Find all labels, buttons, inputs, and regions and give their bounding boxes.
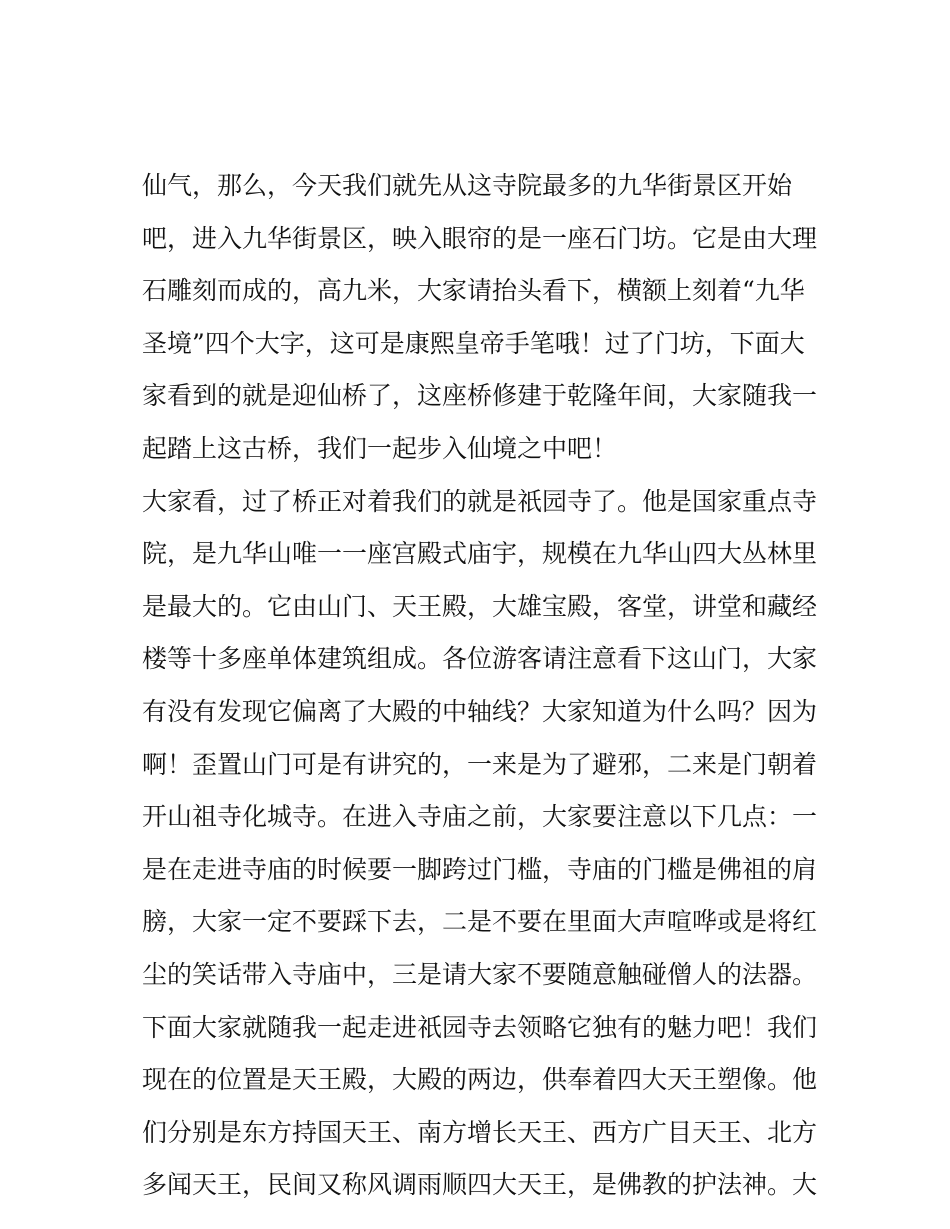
text-line: 院，是九华山唯一一座宫殿式庙宇，规模在九华山四大丛林里 [142, 539, 818, 569]
text-line: 有没有发现它偏离了大殿的中轴线？大家知道为什么吗？因为 [142, 696, 818, 726]
text-line: 家看到的就是迎仙桥了，这座桥修建于乾隆年间，大家随我一 [142, 381, 818, 411]
text-line: 是最大的。它由山门、天王殿，大雄宝殿，客堂，讲堂和藏经 [142, 591, 818, 621]
text-line: 膀，大家一定不要踩下去，二是不要在里面大声喧哗或是将红 [142, 907, 818, 937]
document-body [142, 160, 822, 1212]
text-line: 石雕刻而成的，高九米，大家请抬头看下，横额上刻着“九华 [142, 276, 805, 306]
text-line: 吧，进入九华街景区，映入眼帘的是一座石门坊。它是由大理 [142, 223, 818, 253]
text-line: 现在的位置是天王殿，大殿的两边，供奉着四大天王塑像。他 [142, 1065, 818, 1095]
text-line: 尘的笑话带入寺庙中，三是请大家不要随意触碰僧人的法器。 [142, 959, 818, 989]
text-line: 起踏上这古桥，我们一起步入仙境之中吧！ [142, 433, 618, 463]
text-line: 大家看，过了桥正对着我们的就是祇园寺了。他是国家重点寺 [142, 486, 818, 516]
text-line: 开山祖寺化城寺。在进入寺庙之前，大家要注意以下几点：一 [142, 802, 818, 832]
text-line: 下面大家就随我一起走进祇园寺去领略它独有的魅力吧！我们 [142, 1012, 818, 1042]
text-line: 们分别是东方持国天王、南方增长天王、西方广目天王、北方 [142, 1117, 818, 1147]
text-line: 是在走进寺庙的时候要一脚跨过门槛，寺庙的门槛是佛祖的肩 [142, 854, 818, 884]
text-line: 多闻天王，民间又称风调雨顺四大天王，是佛教的护法神。大 [142, 1170, 818, 1200]
text-line: 啊！歪置山门可是有讲究的，一来是为了避邪，二来是门朝着 [142, 749, 818, 779]
text-line: 圣境”四个大字，这可是康熙皇帝手笔哦！过了门坊，下面大 [142, 328, 805, 358]
text-line: 楼等十多座单体建筑组成。各位游客请注意看下这山门，大家 [142, 644, 818, 674]
text-line: 仙气，那么，今天我们就先从这寺院最多的九华街景区开始 [142, 171, 793, 200]
